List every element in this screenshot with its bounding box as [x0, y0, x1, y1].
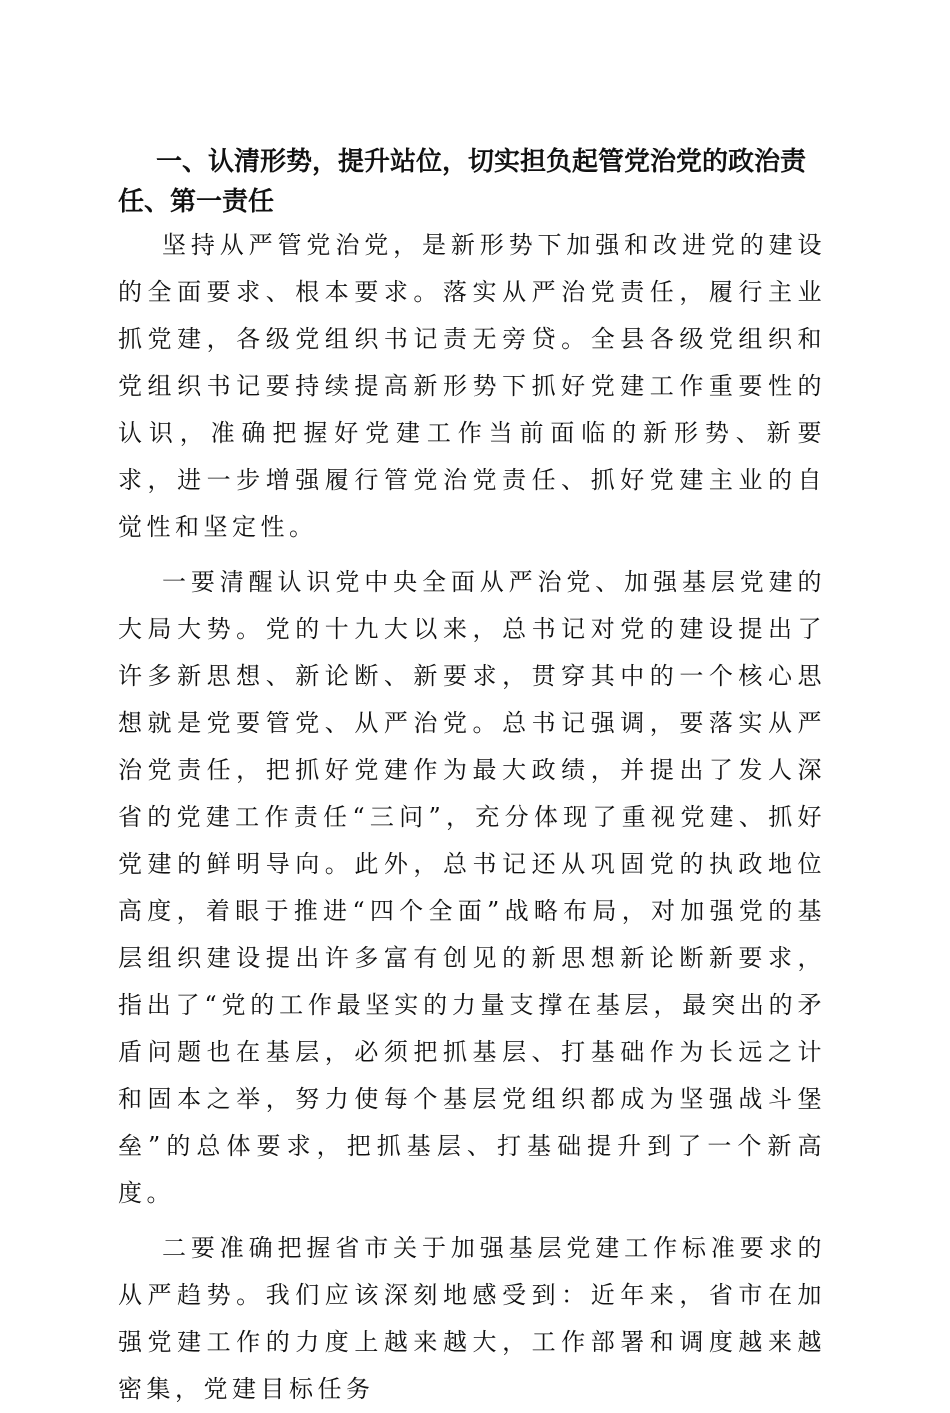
document-body [118, 142, 826, 1413]
paragraph-point-one: 一要清醒认识党中央全面从严治党、加强基层党建的大局大势。党的十九大以来，总书记对党的建设提出了许多新思想、新论断、新要求，贯穿其中的一个核心思想就是党要管党、从严治党。总书记强调，要落实从严治党责任，把抓好党建作为最大政绩，并提出了发人深省的党建工作责任“三问”，充分体现了重视党建、抓好党建的鲜明导向。此外，总书记还从巩固党的执政地位高度，着眼于推进“四个全面”战略布局，对加强党的基层组织建设提出许多富有创见的新思想新论断新要求，指出了“党的工作最坚实的力量支撑在基层，最突出的矛盾问题也在基层，必须把抓基层、打基础作为长远之计和固本之举，努力使每个基层党组织都成为坚强战斗堡垒”的总体要求，把抓基层、打基础提升到了一个新高度。 [118, 568, 826, 1207]
spacer [118, 1217, 826, 1225]
paragraph-point-two: 二要准确把握省市关于加强基层党建工作标准要求的从严趋势。我们应该深刻地感受到：近年来，省市在加强党建工作的力度上越来越大，工作部署和调度越来越密集，党建目标任务 [118, 1234, 826, 1403]
section-heading: 一、认清形势，提升站位，切实担负起管党治党的政治责任、第一责任 [118, 147, 807, 217]
paragraph-intro: 坚持从严管党治党，是新形势下加强和改进党的建设的全面要求、根本要求。落实从严治党责任，履行主业抓党建，各级党组织书记责无旁贷。全县各级党组织和党组织书记要持续提高新形势下抓好党建工作重要性的认识，准确把握好党建工作当前面临的新形势、新要求，进一步增强履行管党治党责任、抓好党建主业的自觉性和坚定性。 [118, 231, 826, 541]
spacer [118, 551, 826, 559]
